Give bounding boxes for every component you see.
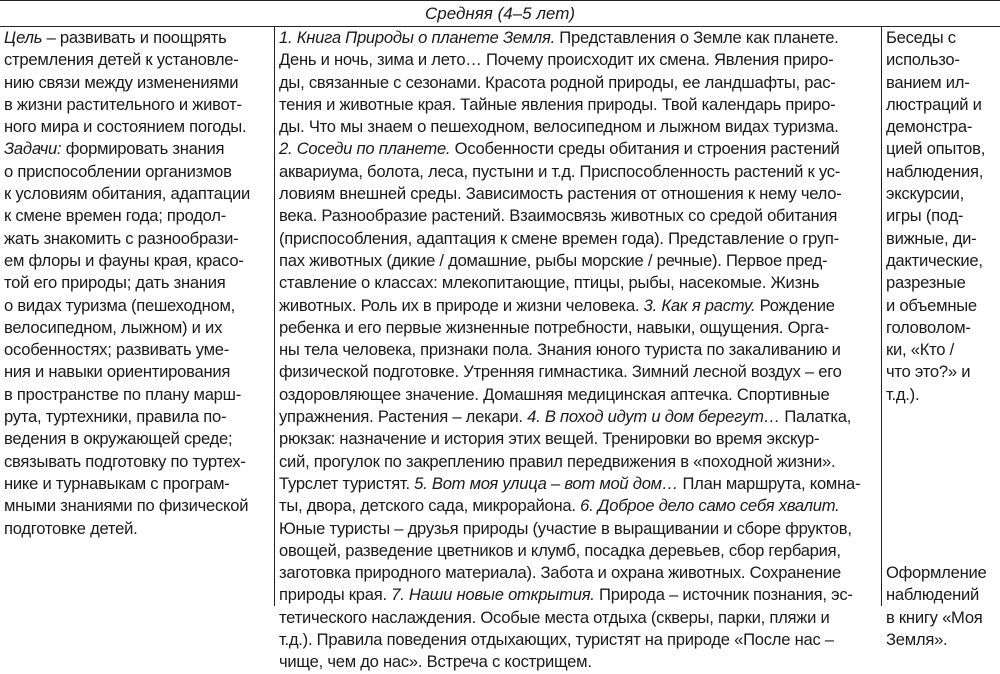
text-line: о приспособлении организмов [4, 161, 232, 181]
column-divider-2 [881, 27, 882, 606]
text-line: нию связи между изменениями [4, 72, 239, 92]
methods-column [886, 27, 998, 649]
text-line: люстраций и [886, 94, 982, 114]
text-line: в пространстве по плану марш- [4, 384, 241, 404]
text-line: в книгу «Моя [886, 607, 983, 627]
text-line: Турслет туристят. 5. Вот моя улица – вот мой дом… План маршрута, комна- [279, 473, 861, 493]
text-line: ды, связанные с сезонами. Красота родной природы, ее ландшафты, рас- [279, 72, 836, 92]
text-line: ставление о классах: млекопитающие, птицы, рыбы, насекомые. Жизнь [279, 273, 820, 293]
text-line: к условиям обитания, адаптации [4, 184, 251, 204]
text-line: ния и навыки ориентирования [4, 362, 231, 382]
text-line: в жизни растительного и живот- [4, 94, 242, 114]
text-line: ребенка и его первые жизненные потребности, навыки, ощущения. Орга- [279, 317, 829, 337]
text-line: День и ночь, зима и лето… Почему происходит их смена. Явления приро- [279, 50, 834, 70]
text-line: тения и животные края. Тайные явления природы. Твой календарь приро- [279, 94, 836, 114]
text-line: упражнения. Растения – лекари. 4. В поход идут и дом берегут… Палатка, [279, 407, 852, 427]
text-line: века. Разнообразие растений. Взаимосвязь животных со средой обитания [279, 206, 838, 226]
text-line: Оформление [886, 563, 987, 583]
text-line: овощей, разведение цветников и клумб, посадка деревьев, сбор гербария, [279, 540, 841, 560]
text-line: аквариума, болота, леса, пустыни и т.д. Приспособленность растений к ус- [279, 161, 841, 181]
text-line: что это?» и [886, 362, 971, 382]
text-line: Цель – развивать и поощрять [4, 28, 227, 47]
text-line: рута, туртехники, правила по- [4, 407, 227, 427]
methods-top [886, 27, 998, 406]
text-line: природы края. 7. Наши новые открытия. Природа – источник познания, эс- [279, 585, 853, 605]
text-line: ловиям внешней среды. Зависимость растения от отношения к нему чело- [279, 184, 842, 204]
text-line: связывать подготовку по туртех- [4, 451, 246, 471]
text-line: т.д.). [886, 384, 920, 404]
text-line: заготовка природного материала). Забота и охрана животных. Сохранение [279, 563, 841, 583]
text-line: той его природы; дать знания [4, 273, 226, 293]
text-line: оздоровляющее значение. Домашняя медицинская аптечка. Спортивные [279, 384, 830, 404]
age-group-header-row [0, 0, 1000, 27]
content-column [279, 27, 879, 672]
text-line: экскурсии, [886, 184, 964, 204]
text-line: т.д.). Правила поведения отдыхающих, туристят на природе «После нас – [279, 630, 834, 650]
text-line: физической подготовке. Утренняя гимнастика. Зимний лесной воздух – его [279, 362, 842, 382]
text-line: к смене времен года; продол- [4, 206, 227, 226]
text-line: мными знаниями по физической [4, 496, 249, 516]
text-line: разрезные [886, 273, 966, 293]
text-line: ванием ил- [886, 72, 970, 92]
text-line: Задачи: формировать знания [4, 139, 225, 159]
text-line: нике и турнавыкам с програм- [4, 473, 230, 493]
methods-bottom [886, 562, 998, 651]
text-line: чище, чем до нас». Встреча с кострищем. [279, 652, 592, 672]
text-line: Земля». [886, 629, 948, 649]
text-line: головолом- [886, 317, 971, 337]
text-line: цией опытов, [886, 139, 986, 159]
text-line: Беседы с [886, 28, 956, 47]
text-line: стремления детей к установле- [4, 50, 239, 70]
text-line: наблюдения, [886, 161, 984, 181]
text-line: использо- [886, 50, 960, 70]
text-line: подготовке детей. [4, 518, 138, 538]
text-line: Юные туристы – друзья природы (участие в выращивании и сборе фруктов, [279, 518, 852, 538]
text-line: демонстра- [886, 117, 973, 137]
text-line: рюкзак: назначение и история этих вещей. Тренировки во время экскур- [279, 429, 820, 449]
text-line: игры (под- [886, 206, 964, 226]
text-line: ки, «Кто / [886, 340, 955, 360]
text-line: ведения в окружающей среде; [4, 429, 233, 449]
text-line: (приспособления, адаптация к смене времен года). Представление о груп- [279, 228, 839, 248]
text-line: и объемные [886, 295, 977, 315]
text-line: дактические, [886, 250, 983, 270]
text-line: ем флоры и фауны края, красо- [4, 250, 244, 270]
goals-column [4, 27, 272, 606]
text-line: о видах туризма (пешеходном, [4, 295, 235, 315]
text-line: особенностях; развивать уме- [4, 340, 230, 360]
age-group-header: Средняя (4–5 лет) [424, 4, 576, 23]
text-line: наблюдений [886, 585, 980, 605]
text-line: ды. Что мы знаем о пешеходном, велосипедном и лыжном видах туризма. [279, 117, 839, 137]
column-divider-1 [274, 27, 275, 606]
text-line: ты, двора, детского сада, микрорайона. 6. Доброе дело само себя хвалит. [279, 496, 840, 516]
text-line: ны тела человека, признаки пола. Знания юного туриста по закаливанию и [279, 340, 841, 360]
text-line: жать знакомить с разнообрази- [4, 228, 239, 248]
text-line: пах животных (дикие / домашние, рыбы морские / речные). Первое пред- [279, 250, 828, 270]
text-line: ного мира и состоянием погоды. [4, 117, 247, 137]
text-line: животных. Роль их в природе и жизни человека. 3. Как я расту. Рождение [279, 295, 835, 315]
text-line: тетического наслаждения. Особые места отдыха (скверы, парки, пляжи и [279, 607, 830, 627]
text-line: велосипедном, лыжном) и их [4, 317, 223, 337]
text-line: вижные, ди- [886, 228, 977, 248]
text-line: 2. Соседи по планете. Особенности среды обитания и строения растений [279, 139, 840, 159]
text-line: 1. Книга Природы о планете Земля. Представления о Земле как планете. [279, 28, 839, 47]
text-line: сий, прогулок по закреплению правил передвижения в «походной жизни». [279, 451, 836, 471]
methods-gap [886, 406, 998, 562]
